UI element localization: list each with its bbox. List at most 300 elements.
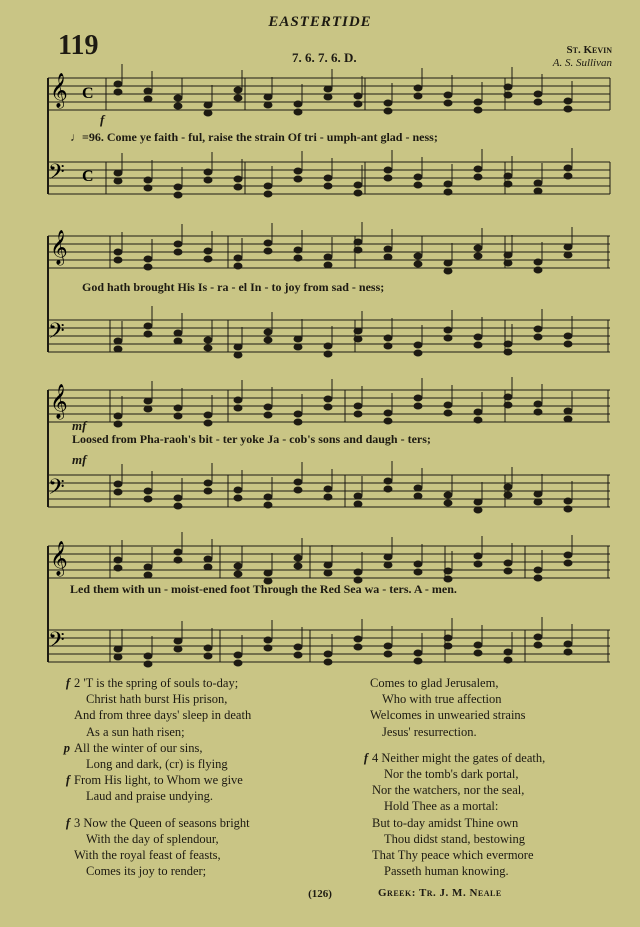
verses-right-column: [363, 675, 630, 909]
note-head: [294, 109, 302, 115]
treble-clef-icon: 𝄞: [50, 231, 68, 264]
note-head: [534, 634, 542, 640]
note-head: [564, 165, 572, 171]
verse-dynamic: f: [65, 676, 70, 690]
note-head: [384, 562, 392, 568]
note-head: [474, 507, 482, 513]
note-head: [504, 649, 512, 655]
treble-clef-icon: 𝄞: [50, 385, 68, 418]
note-head: [324, 175, 332, 181]
note-head: [354, 247, 362, 253]
note-head: [414, 395, 422, 401]
note-head: [474, 561, 482, 567]
note-head: [324, 351, 332, 357]
note-head: [234, 571, 242, 577]
note-head: [564, 506, 572, 512]
note-head: [174, 495, 182, 501]
verse-line: Christ hath burst His prison,: [86, 692, 228, 707]
note-head: [204, 488, 212, 494]
note-head: [534, 409, 542, 415]
verse-3-continued: [370, 675, 630, 740]
lyric-text: Come ye faith - ful, raise the strain Of tri - umph-ant glad - ness;: [106, 130, 438, 144]
note-head: [504, 560, 512, 566]
note-head: [114, 489, 122, 495]
note-head: [354, 336, 362, 342]
note-head: [264, 645, 272, 651]
note-head: [114, 413, 122, 419]
note-head: [384, 643, 392, 649]
note-head: [474, 245, 482, 251]
verse-line: Welcomes in unwearied strains: [370, 708, 526, 723]
note-head: [354, 644, 362, 650]
verse-line: With the royal feast of feasts,: [74, 848, 221, 863]
note-head: [414, 342, 422, 348]
note-head: [564, 98, 572, 104]
note-head: [384, 486, 392, 492]
note-head: [294, 419, 302, 425]
note-head: [114, 249, 122, 255]
note-head: [564, 106, 572, 112]
note-head: [444, 92, 452, 98]
note-head: [294, 411, 302, 417]
note-head: [504, 492, 512, 498]
tune-name: St. Kevin: [566, 44, 612, 56]
note-head: [234, 95, 242, 101]
verse-line: With the day of splendour,: [86, 831, 219, 846]
note-head: [114, 257, 122, 263]
note-head: [204, 420, 212, 426]
verse-line: Thou didst stand, bestowing: [384, 831, 525, 846]
note-head: [474, 334, 482, 340]
note-head: [474, 342, 482, 348]
verse-number: 3: [74, 815, 81, 830]
note-head: [444, 260, 452, 266]
verse-4: [348, 750, 630, 902]
note-head: [504, 568, 512, 574]
common-time-icon: C: [82, 168, 94, 185]
note-head: [174, 95, 182, 101]
verse-dynamic: p: [63, 740, 70, 755]
note-head: [414, 253, 422, 259]
note-head: [534, 259, 542, 265]
note-head: [174, 338, 182, 344]
note-head: [474, 499, 482, 505]
verse-2: [50, 675, 350, 805]
note-head: [204, 412, 212, 418]
note-head: [534, 575, 542, 581]
page-number: (126): [308, 888, 332, 900]
note-head: [504, 394, 512, 400]
verse-3: [50, 815, 350, 880]
note-head: [534, 567, 542, 573]
note-head: [504, 181, 512, 187]
verse-line: As a sun hath risen;: [86, 724, 185, 739]
note-head: [234, 487, 242, 493]
note-head: [204, 653, 212, 659]
note-head: [564, 560, 572, 566]
verse-line: Comes its joy to render;: [86, 864, 207, 879]
note-head: [444, 643, 452, 649]
note-head: [354, 403, 362, 409]
note-head: [564, 552, 572, 558]
note-head: [564, 641, 572, 647]
note-head: [294, 644, 302, 650]
note-head: [294, 652, 302, 658]
verse-line: Now the Queen of seasons bright: [83, 815, 250, 830]
note-head: [354, 569, 362, 575]
note-head: [444, 402, 452, 408]
note-head: [294, 255, 302, 261]
note-head: [144, 564, 152, 570]
verse-line: Long and dark, (cr) is flying: [86, 757, 228, 772]
note-head: [534, 267, 542, 273]
note-head: [144, 185, 152, 191]
verse-line: That Thy peace which evermore: [372, 848, 534, 863]
note-head: [264, 94, 272, 100]
note-head: [474, 417, 482, 423]
verse-line: From His light, to Whom we give: [74, 773, 243, 788]
note-head: [504, 402, 512, 408]
verse-line: Nor the tomb's dark portal,: [384, 767, 519, 782]
note-head: [324, 94, 332, 100]
note-head: [384, 175, 392, 181]
note-head: [174, 249, 182, 255]
note-head: [474, 107, 482, 113]
note-head: [204, 177, 212, 183]
note-head: [474, 166, 482, 172]
note-head: [324, 254, 332, 260]
note-head: [474, 409, 482, 415]
note-head: [324, 570, 332, 576]
note-head: [384, 335, 392, 341]
note-head: [144, 88, 152, 94]
note-head: [294, 101, 302, 107]
note-head: [444, 410, 452, 416]
note-head: [384, 254, 392, 260]
note-head: [384, 554, 392, 560]
note-head: [264, 240, 272, 246]
note-head: [264, 337, 272, 343]
note-head: [174, 413, 182, 419]
note-head: [444, 181, 452, 187]
note-head: [444, 492, 452, 498]
note-head: [174, 646, 182, 652]
note-head: [324, 486, 332, 492]
note-head: [114, 565, 122, 571]
note-head: [504, 349, 512, 355]
note-head: [264, 412, 272, 418]
dynamic-forte: f: [100, 112, 105, 127]
note-head: [474, 553, 482, 559]
note-head: [114, 654, 122, 660]
note-head: [264, 191, 272, 197]
note-head: [354, 101, 362, 107]
note-head: [474, 253, 482, 259]
note-head: [114, 81, 122, 87]
note-head: [234, 660, 242, 666]
note-head: [414, 493, 422, 499]
note-head: [414, 182, 422, 188]
tempo-marking: =96.: [82, 130, 104, 144]
note-head: [384, 651, 392, 657]
note-head: [414, 93, 422, 99]
tune-composer: A. S. Sullivan: [552, 57, 612, 69]
note-head: [144, 398, 152, 404]
note-head: [204, 345, 212, 351]
verses-left-column: [50, 675, 350, 886]
note-head: [114, 646, 122, 652]
note-head: [564, 252, 572, 258]
note-head: [234, 352, 242, 358]
note-head: [114, 338, 122, 344]
note-head: [264, 404, 272, 410]
note-head: [354, 501, 362, 507]
dynamic-mezzo-forte: mf: [72, 452, 87, 467]
note-head: [444, 100, 452, 106]
note-head: [234, 184, 242, 190]
verse-line: 'T is the spring of souls to-day;: [83, 676, 239, 690]
note-head: [414, 85, 422, 91]
note-head: [564, 333, 572, 339]
running-head: EASTERTIDE: [268, 14, 372, 30]
note-head: [234, 255, 242, 261]
note-head: [264, 329, 272, 335]
note-head: [564, 498, 572, 504]
note-head: [534, 642, 542, 648]
verse-number: 4: [372, 750, 379, 765]
note-head: [174, 557, 182, 563]
note-head: [234, 652, 242, 658]
note-head: [114, 89, 122, 95]
verse-line: Jesus' resurrection.: [382, 724, 477, 739]
note-head: [504, 657, 512, 663]
note-head: [384, 100, 392, 106]
verse-number: 2: [74, 676, 81, 690]
note-head: [324, 659, 332, 665]
lyric-line-3: Loosed from Pha-raoh's bit - ter yoke Ja - cob's sons and daugh - ters;: [72, 432, 431, 446]
note-head: [294, 168, 302, 174]
note-head: [414, 485, 422, 491]
note-head: [504, 252, 512, 258]
verse-dynamic: f: [65, 773, 70, 788]
note-head: [324, 494, 332, 500]
note-head: [324, 86, 332, 92]
note-head: [204, 169, 212, 175]
verse-dynamic: f: [65, 815, 70, 830]
note-head: [444, 327, 452, 333]
note-head: [564, 244, 572, 250]
dynamic-mezzo-forte: mf: [72, 418, 87, 433]
note-head: [324, 562, 332, 568]
note-head: [414, 569, 422, 575]
note-head: [534, 499, 542, 505]
hymn-number: 119: [58, 30, 99, 61]
note-head: [504, 173, 512, 179]
note-head: [294, 479, 302, 485]
verse-dynamic: f: [363, 750, 368, 765]
bass-clef-icon: 𝄢: [48, 628, 65, 657]
note-head: [204, 645, 212, 651]
note-head: [504, 260, 512, 266]
note-head: [144, 406, 152, 412]
note-head: [204, 480, 212, 486]
note-head: [144, 488, 152, 494]
note-head: [384, 246, 392, 252]
note-head: [414, 658, 422, 664]
note-head: [204, 110, 212, 116]
note-head: [114, 178, 122, 184]
note-head: [414, 403, 422, 409]
note-head: [564, 173, 572, 179]
note-head: [384, 478, 392, 484]
note-head: [564, 408, 572, 414]
note-head: [564, 416, 572, 422]
note-head: [474, 650, 482, 656]
note-head: [144, 256, 152, 262]
note-head: [414, 650, 422, 656]
note-head: [534, 99, 542, 105]
note-head: [174, 503, 182, 509]
note-head: [204, 256, 212, 262]
lyric-line-1: ♩=96. Come ye faith - ful, raise the strain Of tri - umph-ant glad - ness;: [70, 130, 438, 144]
note-head: [114, 481, 122, 487]
note-head: [474, 99, 482, 105]
note-head: [234, 176, 242, 182]
note-head: [264, 102, 272, 108]
note-head: [174, 405, 182, 411]
note-head: [204, 564, 212, 570]
note-head: [444, 635, 452, 641]
note-head: [144, 653, 152, 659]
note-head: [384, 418, 392, 424]
note-head: [114, 346, 122, 352]
note-head: [564, 341, 572, 347]
note-head: [234, 397, 242, 403]
note-head: [234, 563, 242, 569]
note-head: [174, 103, 182, 109]
note-head: [144, 323, 152, 329]
note-head: [444, 189, 452, 195]
verse-line: Hold Thee as a mortal:: [384, 799, 499, 814]
note-head: [354, 182, 362, 188]
note-head: [534, 188, 542, 194]
note-head: [294, 344, 302, 350]
note-head: [294, 336, 302, 342]
attribution: Greek: Tr. J. M. Neale: [378, 887, 502, 900]
note-head: [384, 167, 392, 173]
verse-line: All the winter of our sins,: [74, 740, 203, 755]
note-head: [414, 561, 422, 567]
note-head: [144, 661, 152, 667]
lyric-line-4: Led them with un - moist-ened foot Through the Red Sea wa - ters. A - men.: [70, 582, 457, 596]
note-head: [474, 174, 482, 180]
note-head: [264, 570, 272, 576]
treble-clef-icon: 𝄞: [50, 74, 68, 107]
note-head: [174, 192, 182, 198]
note-head: [534, 91, 542, 97]
bass-clef-icon: 𝄢: [48, 319, 65, 348]
note-head: [174, 638, 182, 644]
note-head: [264, 183, 272, 189]
verse-line: Who with true affection: [382, 692, 502, 707]
verse-line: And from three days' sleep in death: [74, 708, 252, 723]
note-head: [354, 493, 362, 499]
note-head: [354, 328, 362, 334]
verse-line: Comes to glad Jerusalem,: [370, 676, 499, 690]
note-head: [384, 108, 392, 114]
note-head: [324, 343, 332, 349]
note-head: [324, 404, 332, 410]
note-head: [264, 502, 272, 508]
note-head: [174, 549, 182, 555]
note-head: [174, 241, 182, 247]
note-head: [504, 484, 512, 490]
note-head: [414, 261, 422, 267]
note-head: [234, 405, 242, 411]
note-head: [144, 177, 152, 183]
note-head: [354, 93, 362, 99]
verse-line: But to-day amidst Thine own: [372, 815, 519, 830]
note-head: [294, 563, 302, 569]
note-head: [174, 184, 182, 190]
note-head: [414, 174, 422, 180]
note-head: [264, 494, 272, 500]
note-head: [114, 421, 122, 427]
note-head: [294, 176, 302, 182]
note-head: [204, 102, 212, 108]
meter: 7. 6. 7. 6. D.: [292, 50, 357, 65]
verse-line: Passeth human knowing.: [384, 864, 509, 879]
note-head: [444, 268, 452, 274]
note-head: [204, 337, 212, 343]
note-head: [264, 637, 272, 643]
note-head: [444, 335, 452, 341]
note-head: [144, 264, 152, 270]
note-head: [174, 330, 182, 336]
note-head: [444, 568, 452, 574]
note-head: [234, 344, 242, 350]
note-head: [264, 248, 272, 254]
note-head: [354, 239, 362, 245]
note-head: [234, 263, 242, 269]
common-time-icon: C: [82, 85, 94, 102]
note-head: [414, 350, 422, 356]
note-head: [144, 331, 152, 337]
note-head: [114, 170, 122, 176]
note-head: [534, 180, 542, 186]
note-head: [534, 334, 542, 340]
note-head: [444, 500, 452, 506]
note-head: [354, 636, 362, 642]
verse-line: Neither might the gates of death,: [381, 750, 546, 765]
note-head: [504, 84, 512, 90]
note-head: [324, 651, 332, 657]
note-head: [534, 326, 542, 332]
verse-line: Nor the watchers, nor the seal,: [372, 783, 525, 798]
note-head: [324, 396, 332, 402]
treble-clef-icon: 𝄞: [50, 542, 68, 575]
bass-clef-icon: 𝄢: [48, 160, 65, 189]
note-head: [234, 87, 242, 93]
note-head: [144, 572, 152, 578]
note-head: [324, 183, 332, 189]
note-head: [384, 410, 392, 416]
verse-line: Laud and praise undying.: [86, 789, 214, 804]
note-head: [324, 262, 332, 268]
note-head: [504, 92, 512, 98]
note-head: [474, 642, 482, 648]
bass-clef-icon: 𝄢: [48, 475, 65, 504]
